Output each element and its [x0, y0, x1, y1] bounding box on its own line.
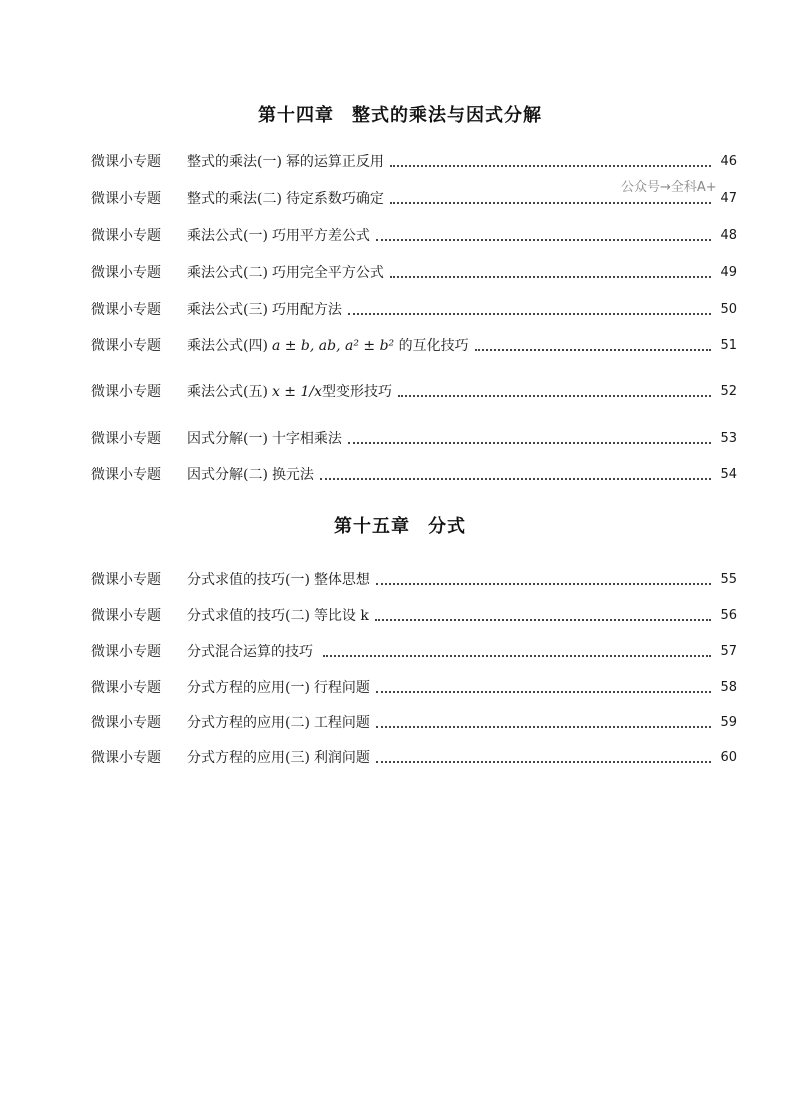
toc-entry[interactable]: [91, 149, 737, 171]
page-number: 48: [720, 228, 737, 243]
page-number: 57: [720, 644, 737, 659]
page-number: 46: [720, 154, 737, 169]
dot-leader: [376, 761, 711, 763]
entry-label: 微课小专题: [91, 572, 161, 588]
entry-label: 微课小专题: [91, 680, 161, 696]
dot-leader: [348, 442, 711, 444]
entry-title: 整式的乘法(二) 待定系数巧确定: [187, 191, 384, 207]
chapter-number: 第十四章: [258, 105, 334, 126]
entry-label: 微课小专题: [91, 302, 161, 318]
toc-entry[interactable]: [91, 426, 737, 448]
dot-leader: [376, 583, 711, 585]
toc-entry[interactable]: [91, 379, 737, 401]
entry-title: 乘法公式(四) a ± b, ab, a² ± b² 的互化技巧: [187, 338, 469, 354]
entry-label: 微课小专题: [91, 384, 161, 400]
toc-entry[interactable]: [91, 710, 737, 732]
toc-entry[interactable]: [91, 462, 737, 484]
chapter-name: 分式: [428, 516, 466, 537]
chapter-name: 整式的乘法与因式分解: [352, 105, 542, 126]
entry-title: 分式混合运算的技巧: [187, 644, 313, 660]
page-number: 50: [720, 302, 737, 317]
entry-title: 整式的乘法(一) 幂的运算正反用: [187, 154, 384, 170]
dot-leader: [323, 655, 711, 657]
entry-label: 微课小专题: [91, 467, 161, 483]
dot-leader: [348, 313, 711, 315]
entry-title: 乘法公式(二) 巧用完全平方公式: [187, 265, 384, 281]
page-number: 51: [720, 338, 737, 353]
toc-entry[interactable]: [91, 639, 737, 661]
entry-label: 微课小专题: [91, 431, 161, 447]
dot-leader: [376, 691, 711, 693]
entry-title: 因式分解(一) 十字相乘法: [187, 431, 342, 447]
dot-leader: [376, 239, 711, 241]
dot-leader: [376, 726, 711, 728]
entry-label: 微课小专题: [91, 715, 161, 731]
math-expression: a ± b, ab, a² ± b²: [271, 338, 395, 354]
chapter-15-title: [0, 512, 800, 538]
entry-title: 乘法公式(一) 巧用平方差公式: [187, 228, 370, 244]
page-number: 55: [720, 572, 737, 587]
dot-leader: [390, 276, 711, 278]
dot-leader: [390, 165, 711, 167]
entry-title: 因式分解(二) 换元法: [187, 467, 314, 483]
entry-label: 微课小专题: [91, 228, 161, 244]
page-number: 54: [720, 467, 737, 482]
entry-label: 微课小专题: [91, 191, 161, 207]
chapter-number: 第十五章: [334, 516, 410, 537]
dot-leader: [390, 202, 711, 204]
entry-label: 微课小专题: [91, 265, 161, 281]
page-number: 49: [720, 265, 737, 280]
dot-leader: [320, 478, 711, 480]
toc-entry[interactable]: [91, 675, 737, 697]
math-expression: x ± 1/x: [271, 384, 322, 400]
entry-label: 微课小专题: [91, 608, 161, 624]
toc-entry[interactable]: [91, 567, 737, 589]
page-number: 58: [720, 680, 737, 695]
dot-leader: [475, 349, 711, 351]
entry-title: 分式求值的技巧(一) 整体思想: [187, 572, 370, 588]
page-number: 53: [720, 431, 737, 446]
page-number: 52: [720, 384, 737, 399]
page-number: 59: [720, 715, 737, 730]
entry-label: 微课小专题: [91, 154, 161, 170]
dot-leader: [375, 619, 711, 621]
entry-title: 分式方程的应用(二) 工程问题: [187, 715, 370, 731]
page-number: 56: [720, 608, 737, 623]
chapter-14-title: [0, 101, 800, 127]
toc-entry[interactable]: [91, 223, 737, 245]
toc-entry[interactable]: [91, 297, 737, 319]
entry-title: 分式求值的技巧(二) 等比设 k: [187, 608, 369, 624]
entry-label: 微课小专题: [91, 338, 161, 354]
entry-label: 微课小专题: [91, 750, 161, 766]
toc-entry[interactable]: [91, 603, 737, 625]
entry-title: 乘法公式(五) x ± 1/x型变形技巧: [187, 384, 392, 400]
entry-label: 微课小专题: [91, 644, 161, 660]
watermark-text: 公众号→全科A+: [621, 180, 717, 195]
entry-title: 分式方程的应用(三) 利润问题: [187, 750, 370, 766]
entry-title: 乘法公式(三) 巧用配方法: [187, 302, 342, 318]
toc-entry[interactable]: [91, 260, 737, 282]
entry-title: 分式方程的应用(一) 行程问题: [187, 680, 370, 696]
page-number: 60: [720, 750, 737, 765]
page-number: 47: [720, 191, 737, 206]
dot-leader: [398, 395, 711, 397]
toc-entry[interactable]: [91, 333, 737, 355]
toc-entry[interactable]: [91, 745, 737, 767]
